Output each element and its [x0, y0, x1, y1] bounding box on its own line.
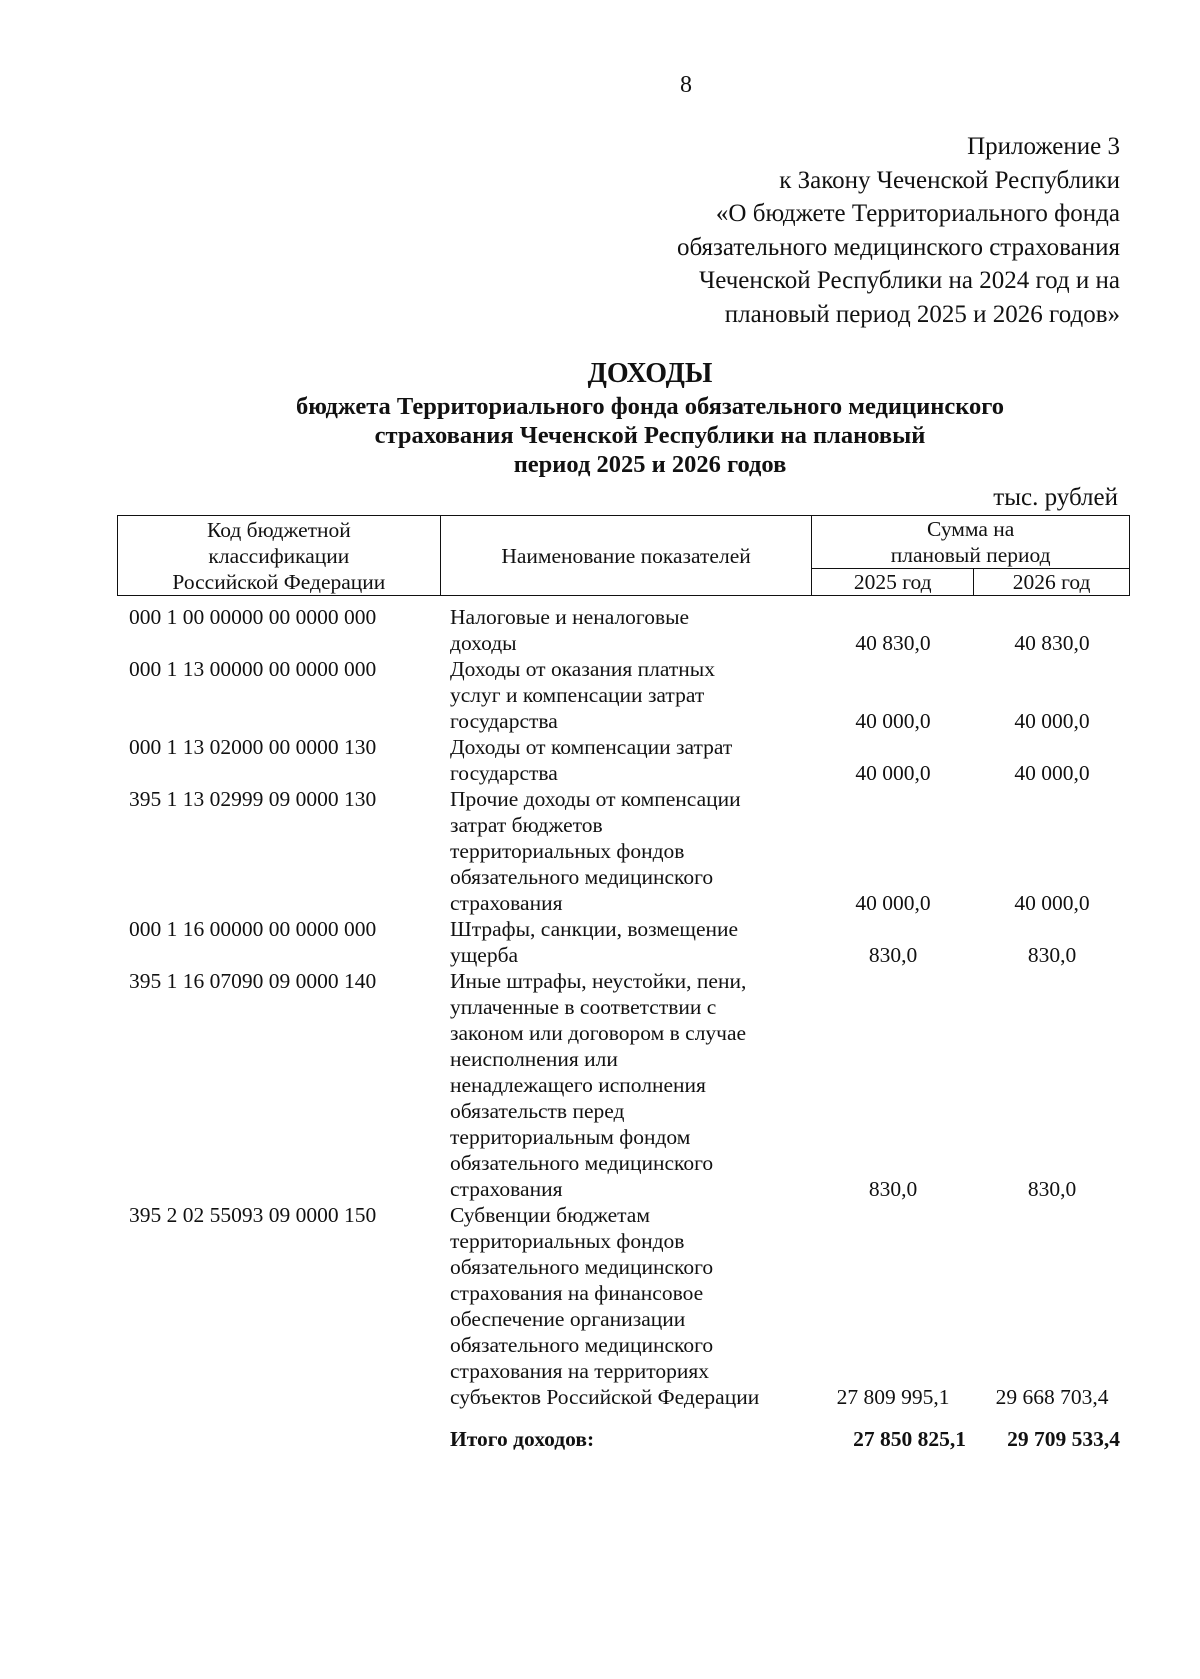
title-sub-line: период 2025 и 2026 годов	[513, 451, 787, 478]
table-row	[117, 916, 1130, 968]
row-name-line: территориальным фондом	[450, 1125, 691, 1149]
title-main: ДОХОДЫ	[587, 358, 713, 389]
row-name-line: обязательного медицинского	[450, 1151, 714, 1175]
row-value-2026: 830,0	[1027, 943, 1077, 967]
row-name-line: Прочие доходы от компенсации	[450, 787, 741, 811]
table-row	[117, 786, 1130, 916]
row-name-line: Доходы от оказания платных	[450, 657, 715, 681]
row-code: 395 2 02 55093 09 0000 150	[129, 1203, 377, 1227]
row-value-2026: 830,0	[1027, 1177, 1077, 1201]
header-sum-line: Сумма на	[927, 517, 1015, 541]
row-name-line: Субвенции бюджетам	[450, 1203, 650, 1227]
row-name-line: обязательного медицинского	[450, 1333, 714, 1357]
page-number: 8	[680, 72, 692, 98]
total-row	[117, 1426, 1130, 1452]
row-value-2025: 40 830,0	[855, 631, 931, 655]
row-name-line: ущерба	[450, 943, 519, 967]
row-name-line: обязательного медицинского	[450, 1255, 714, 1279]
header-year-2026: 2026 год	[974, 569, 1130, 596]
table-row	[117, 734, 1130, 786]
header-year-2025: 2025 год	[812, 569, 974, 596]
row-value-2025: 27 809 995,1	[836, 1385, 950, 1409]
appendix-block	[677, 130, 1120, 331]
row-name-line: страхования на финансовое	[450, 1281, 704, 1305]
row-value-2026: 40 000,0	[1014, 891, 1090, 915]
row-name-line: затрат бюджетов	[450, 813, 603, 837]
header-sum	[812, 516, 1130, 569]
header-sum-line: плановый период	[890, 543, 1051, 567]
row-name-line: Доходы от компенсации затрат	[450, 735, 733, 759]
row-value-2026: 29 668 703,4	[995, 1385, 1109, 1409]
table-row	[117, 656, 1130, 734]
appendix-line: Приложение 3	[967, 133, 1120, 160]
row-name-line: обязательного медицинского	[450, 865, 714, 889]
table-body	[117, 604, 1130, 1452]
table-header	[117, 515, 1130, 596]
row-name	[440, 604, 812, 656]
row-name-line: доходы	[450, 631, 517, 655]
header-code-line: Российской Федерации	[172, 569, 386, 594]
unit-label: тыс. рублей	[993, 484, 1118, 511]
header-code-line: Код бюджетной	[206, 517, 351, 542]
row-name	[440, 1202, 812, 1410]
row-name	[440, 786, 812, 916]
row-name-line: страхования	[450, 1177, 563, 1201]
row-name-line: неисполнения или	[450, 1047, 618, 1071]
row-name-line: Штрафы, санкции, возмещение	[450, 917, 739, 941]
row-name-line: государства	[450, 761, 558, 785]
row-name	[440, 916, 812, 968]
row-name-line: государства	[450, 709, 558, 733]
row-name-line: уплаченные в соответствии с	[450, 995, 717, 1019]
row-name-line: Иные штрафы, неустойки, пени,	[450, 969, 747, 993]
row-value-2025: 40 000,0	[855, 709, 931, 733]
row-name-line: законом или договором в случае	[450, 1021, 747, 1045]
row-code: 000 1 13 00000 00 0000 000	[129, 657, 377, 681]
row-name	[440, 968, 812, 1202]
table-row	[117, 968, 1130, 1202]
header-name: Наименование показателей	[440, 516, 812, 596]
title-sub-line: бюджета Территориального фонда обязательного медицинского	[295, 393, 1005, 420]
table-row	[117, 1202, 1130, 1410]
row-value-2026: 40 000,0	[1014, 709, 1090, 733]
row-name-line: страхования на территориях	[450, 1359, 709, 1383]
row-code: 000 1 00 00000 00 0000 000	[129, 605, 377, 629]
table-row	[117, 604, 1130, 656]
header-code-line: классификации	[208, 543, 350, 568]
total-label: Итого доходов:	[450, 1427, 595, 1451]
row-value-2025: 40 000,0	[855, 891, 931, 915]
row-name-line: услуг и компенсации затрат	[450, 683, 705, 707]
row-value-2026: 40 830,0	[1014, 631, 1090, 655]
row-code: 000 1 16 00000 00 0000 000	[129, 917, 377, 941]
title-sub-line: страхования Чеченской Республики на плановый	[374, 422, 926, 449]
row-code: 000 1 13 02000 00 0000 130	[129, 735, 377, 759]
total-value-2026: 29 709 533,4	[1007, 1427, 1120, 1451]
row-value-2025: 830,0	[868, 943, 918, 967]
total-code-empty	[117, 1426, 440, 1452]
row-name	[440, 656, 812, 734]
header-code	[118, 516, 441, 596]
row-value-2026: 40 000,0	[1014, 761, 1090, 785]
row-code: 395 1 16 07090 09 0000 140	[129, 969, 377, 993]
appendix-line: плановый период 2025 и 2026 годов»	[724, 300, 1120, 328]
total-value-2025: 27 850 825,1	[853, 1427, 966, 1451]
row-name	[440, 734, 812, 786]
row-value-2025: 830,0	[868, 1177, 918, 1201]
row-name-line: страхования	[450, 891, 563, 915]
row-value-2025: 40 000,0	[855, 761, 931, 785]
appendix-line: обязательного медицинского страхования	[676, 233, 1120, 261]
row-name-line: ненадлежащего исполнения	[450, 1073, 706, 1097]
row-code: 395 1 13 02999 09 0000 130	[129, 787, 377, 811]
appendix-line: Чеченской Республики на 2024 год и на	[699, 267, 1120, 294]
appendix-line: к Закону Чеченской Республики	[779, 166, 1120, 194]
row-name-line: Налоговые и неналоговые	[450, 605, 690, 629]
row-name-line: территориальных фондов	[450, 839, 685, 863]
row-name-line: обеспечение организации	[450, 1307, 686, 1331]
row-name-line: территориальных фондов	[450, 1229, 685, 1253]
row-name-line: субъектов Российской Федерации	[450, 1385, 760, 1409]
appendix-line: «О бюджете Территориального фонда	[715, 200, 1120, 227]
document-title	[120, 356, 1180, 479]
row-name-line: обязательств перед	[450, 1099, 625, 1123]
